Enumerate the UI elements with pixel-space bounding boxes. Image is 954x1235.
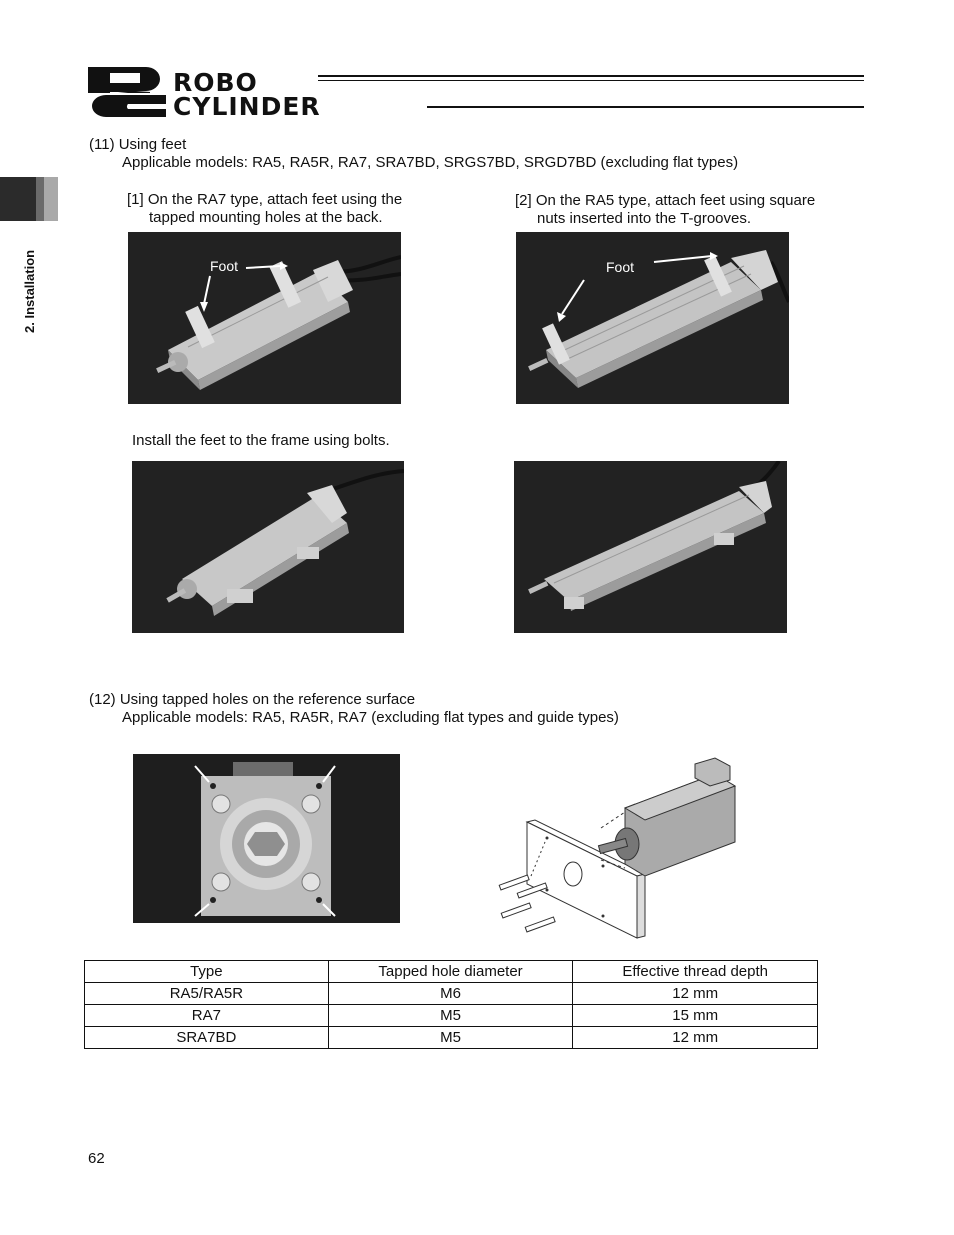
photo-ra7-foot-attach: [128, 232, 401, 404]
install-feet-text: Install the feet to the frame using bolts.: [132, 432, 390, 449]
table-row: [85, 983, 818, 1005]
rc-logo-mark: [88, 67, 166, 117]
table-header-diameter: Tapped hole diameter: [328, 961, 573, 983]
table-header-row: [85, 961, 818, 983]
foot-label-2: Foot: [606, 259, 635, 275]
photo-ra5-installed: [514, 461, 787, 633]
table-header-depth: Effective thread depth: [573, 961, 818, 983]
header-rule-top-thin: [318, 80, 864, 81]
page-number: 62: [88, 1150, 105, 1167]
table-cell: RA5/RA5R: [85, 983, 329, 1005]
table-row: [85, 1027, 818, 1049]
step-1-line-2: tapped mounting holes at the back.: [149, 209, 383, 226]
table-cell: 12 mm: [573, 983, 818, 1005]
robo-cylinder-logo: [88, 67, 166, 122]
tapped-hole-table: [84, 960, 818, 1049]
table-cell: M5: [328, 1027, 573, 1049]
section-tab-mid: [36, 177, 44, 221]
section-tab-light: [44, 177, 58, 221]
table-cell: RA7: [85, 1005, 329, 1027]
table-header-type: Type: [85, 961, 329, 983]
step-2-line-2: nuts inserted into the T-grooves.: [537, 210, 752, 227]
photo-ra7-installed: [132, 461, 404, 633]
section-11-models: Applicable models: RA5, RA5R, RA7, SRA7BD, SRGS7BD, SRGD7BD (excluding flat types): [122, 154, 739, 171]
section-12-heading: (12) Using tapped holes on the reference surface: [89, 691, 416, 708]
logo-word-cylinder: CYLINDER: [173, 92, 321, 121]
table-cell: 15 mm: [573, 1005, 818, 1027]
logo-word-robo: ROBO: [173, 68, 258, 97]
table-cell: SRA7BD: [85, 1027, 329, 1049]
table-cell: M6: [328, 983, 573, 1005]
table-row: [85, 1005, 818, 1027]
section-12-models: Applicable models: RA5, RA5R, RA7 (excluding flat types and guide types): [122, 709, 619, 726]
header-rule-bottom: [427, 106, 864, 108]
header-rule-top: [318, 75, 864, 77]
photo-reference-surface-holes: [133, 754, 400, 923]
diagram-plate-mounting: [495, 756, 745, 940]
table-cell: 12 mm: [573, 1027, 818, 1049]
photo-ra5-foot-attach: [516, 232, 789, 404]
table-cell: M5: [328, 1005, 573, 1027]
foot-label-1: Foot: [210, 258, 239, 274]
step-1-line-1: [1] On the RA7 type, attach feet using the: [127, 191, 403, 208]
side-section-label: 2. Installation: [22, 249, 37, 333]
step-2-line-1: [2] On the RA5 type, attach feet using square: [515, 192, 816, 209]
section-11-heading: (11) Using feet: [89, 136, 187, 153]
section-tab-dark: [0, 177, 36, 221]
